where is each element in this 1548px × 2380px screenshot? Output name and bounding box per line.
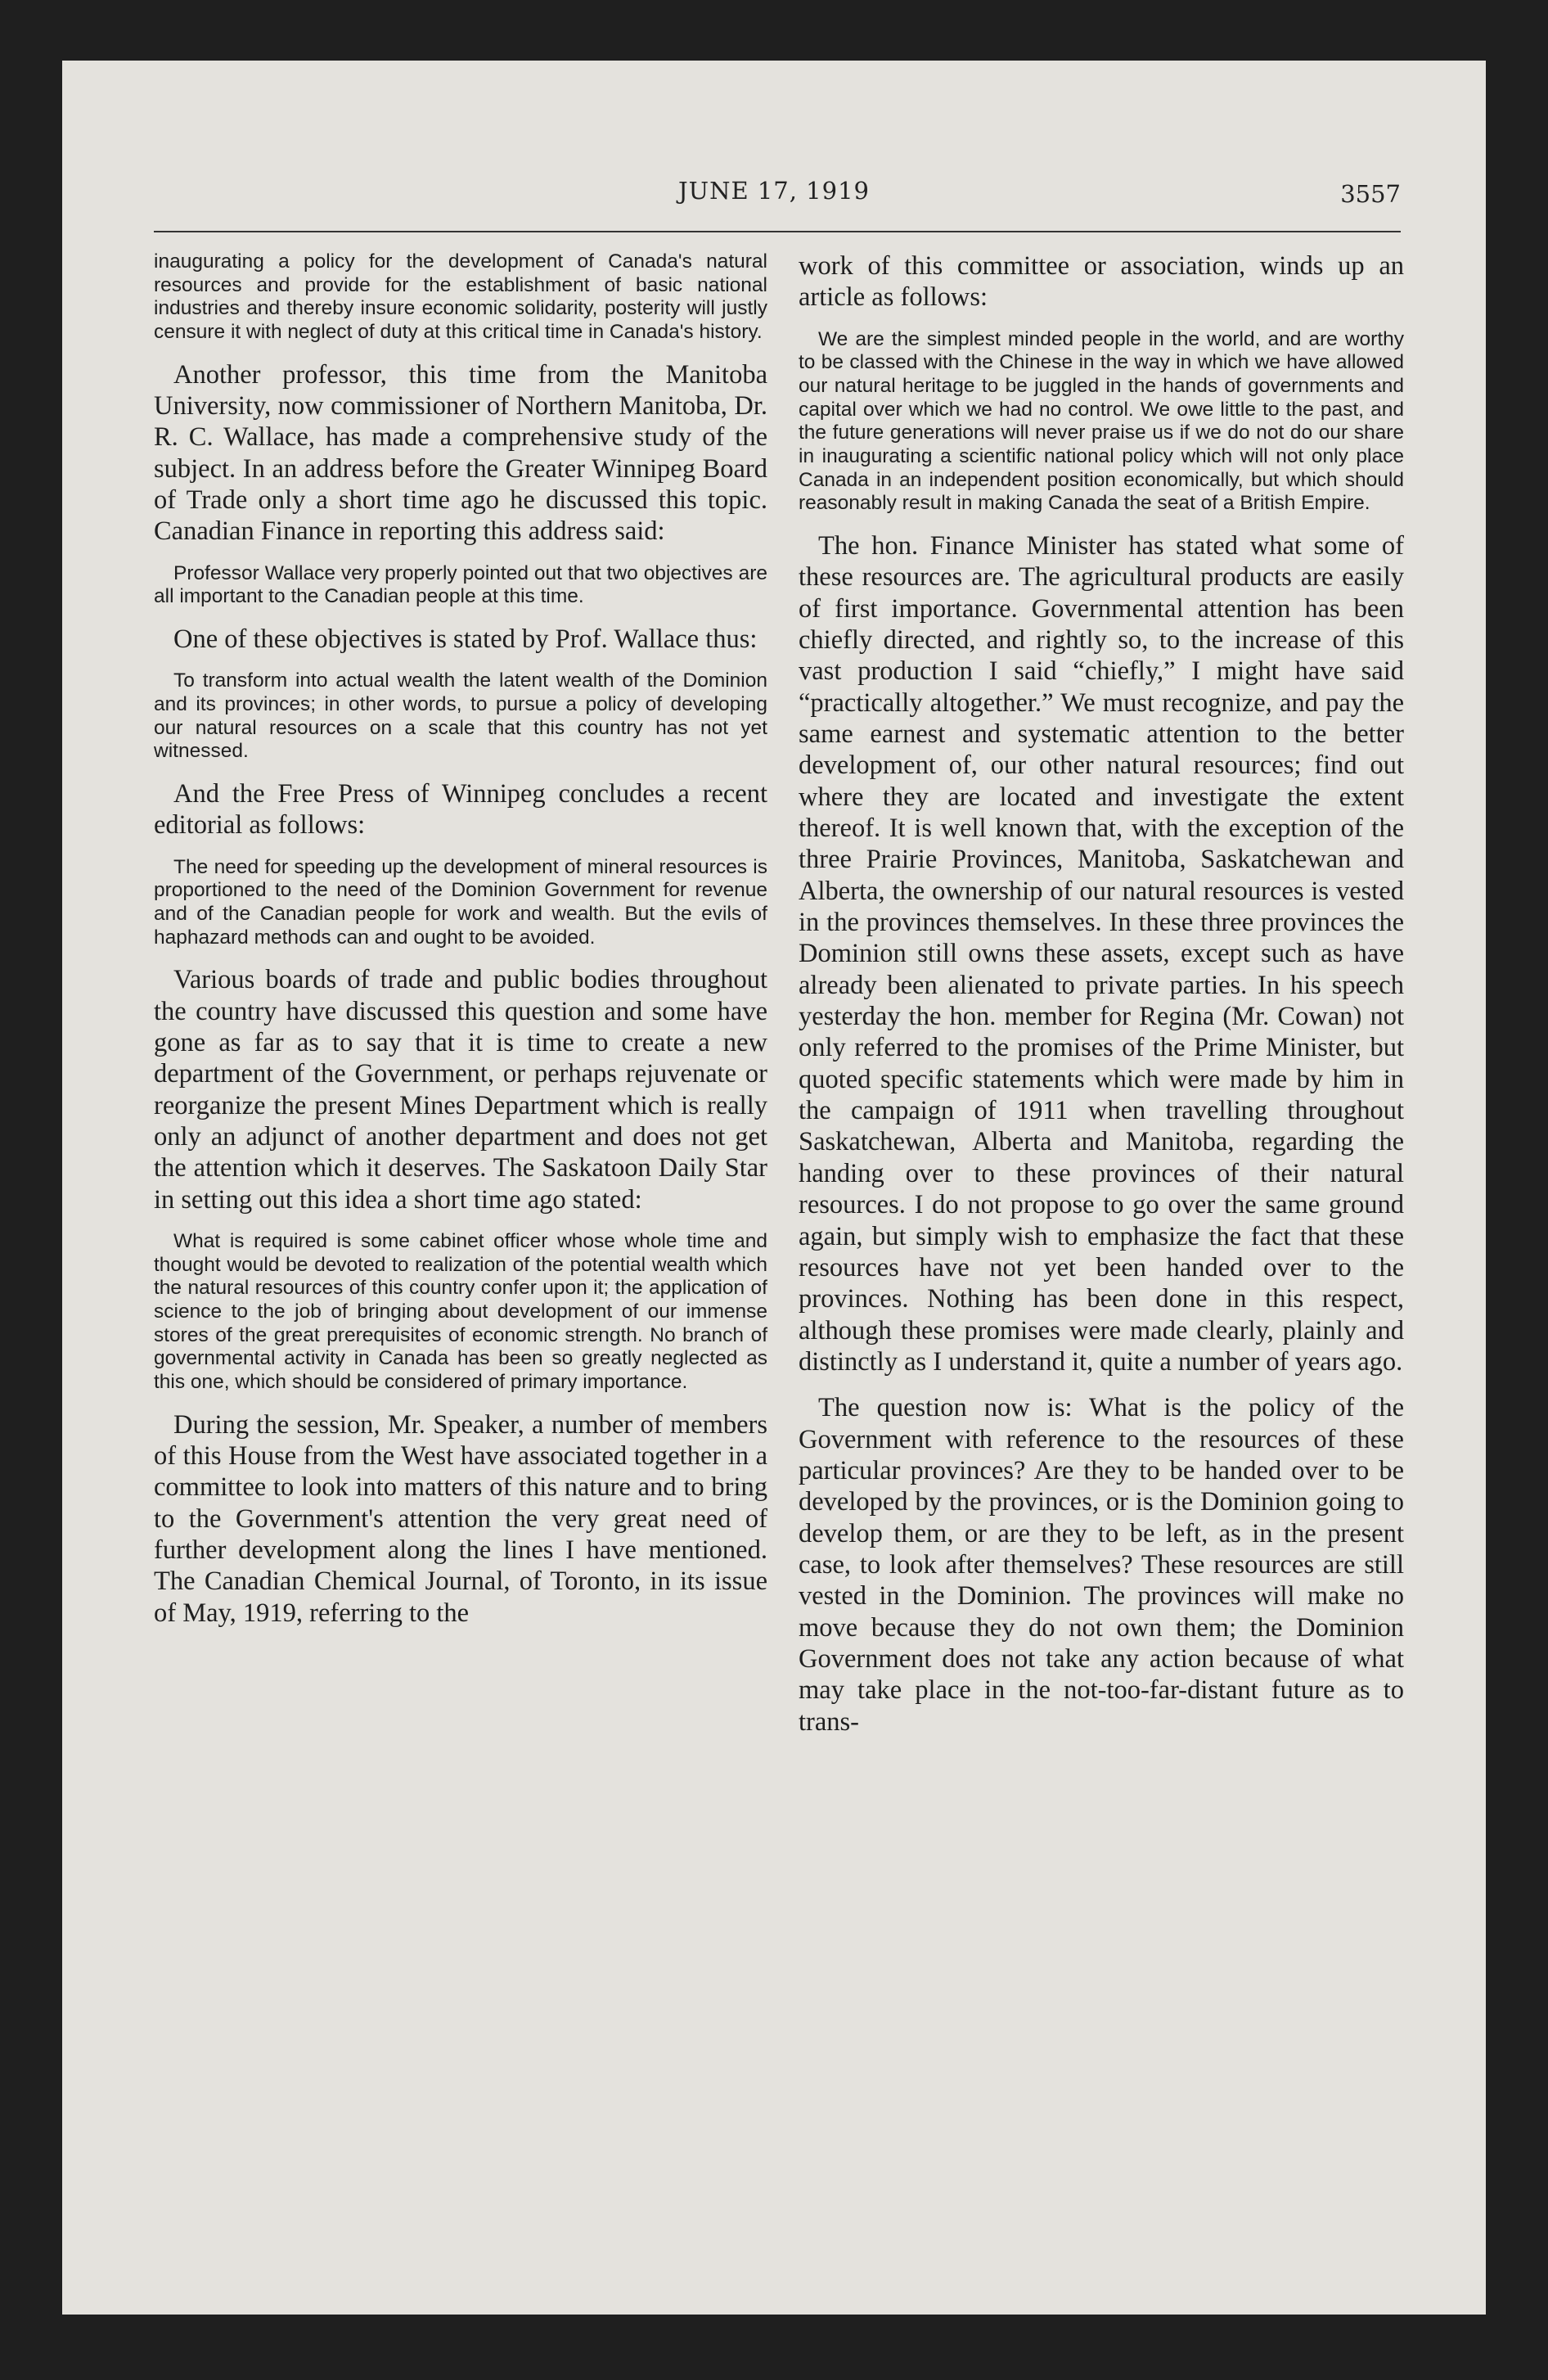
quote-paragraph: What is required is some cabinet officer whose whole time and thought would be devoted to realization of the potential wealth which the natural resources of this country confer upon it; the application of science to the job of bringing about development of our immense stores of the great prerequisites of economic strength. No branch of governmental activity in Canada has been so greatly neglected as this one, which should be considered of primary importance. (154, 1230, 767, 1393)
body-paragraph: work of this committee or association, winds up an article as follows: (799, 251, 1404, 313)
body-paragraph: The hon. Finance Minister has stated what some of these resources are. The agricultural products are easily of first importance. Governmental attention has been chiefly directed, and rightly so, to the increase of this vast production I said “chiefly,” I might have said “practically altogether.” We must recognize, and pay the same earnest and systematic attention to the better development of, our other natural resources; find out where they are located and investigate the extent thereof. It is well known that, with the exception of the three Prairie Provinces, Manitoba, Saskatchewan and Alberta, the ownership of our natural resources is vested in the provinces themselves. In these three provinces the Dominion still owns these assets, except such as have already been alienated to private parties. In his speech yesterday the hon. member for Regina (Mr. Cowan) not only referred to the promises of the Prime Minister, but quoted specific statements which were made by him in the campaign of 1911 when travelling throughout Saskatchewan, Alberta and Manitoba, regarding the handing over to these provinces of their natural resources. I do not propose to go over the same ground again, but simply wish to emphasize the fact that these resources have not yet been handed over to the provinces. Nothing has been done in this respect, although these promises were made clearly, plainly and distinctly as I understand it, quite a number of years ago. (799, 530, 1404, 1377)
right-column (799, 250, 1404, 1752)
body-paragraph: During the session, Mr. Speaker, a number of members of this House from the West have associated together in a committee to look into matters of this nature and to bring to the Government's attention the very great need of further development along the lines I have mentioned. The Canadian Chemical Journal, of Toronto, in its issue of May, 1919, referring to the (154, 1409, 767, 1628)
quote-paragraph: Professor Wallace very properly pointed out that two objectives are all important to the Canadian people at this time. (154, 561, 767, 608)
body-paragraph: One of these objectives is stated by Prof. Wallace thus: (173, 624, 758, 654)
header-rule (154, 231, 1401, 232)
quote-paragraph: The need for speeding up the development of mineral resources is proportioned to the need of the Dominion Government for revenue and of the Canadian people for work and wealth. But the evils of haphazard methods can and ought to be avoided. (154, 855, 767, 949)
body-paragraph: The question now is: What is the policy of the Government with reference to the resources of these particular provinces? Are they to be handed over to be developed by the provinces, or is the Dominion going to develop them, or are they to be left, as in the present case, to look after themselves? These resources are still vested in the Dominion. The provinces will make no move because they do not own them; the Dominion Government does not take any action because of what may take place in the not-too-far-distant future as to trans- (799, 1393, 1404, 1737)
page-date: JUNE 17, 1919 (678, 177, 870, 205)
body-paragraph: And the Free Press of Winnipeg concludes a recent editorial as follows: (154, 778, 767, 841)
left-column (154, 250, 767, 1643)
quote-paragraph: We are the simplest minded people in the world, and are worthy to be classed with the Chinese in the way in which we have allowed our natural heritage to be juggled in the hands of governments and capital over which we had no control. We owe little to the past, and the future generations will never praise us if we do not do our share in inaugurating a scientific national policy which will not only place Canada in an independent position economically, but which should reasonably result in making Canada the seat of a British Empire. (799, 327, 1404, 515)
body-paragraph: Another professor, this time from the Manitoba University, now commissioner of Northern Manitoba, Dr. R. C. Wallace, has made a comprehensive study of the subject. In an address before the Greater Winnipeg Board of Trade only a short time ago he discussed this topic. Canadian Finance in reporting this address said: (154, 359, 767, 547)
page-number: 3557 (1340, 180, 1401, 208)
body-paragraph: Various boards of trade and public bodies throughout the country have discussed this question and some have gone as far as to say that it is time to create a new department of the Government, or perhaps rejuvenate or reorganize the present Mines Department which is really only an adjunct of another department and does not get the attention which it deserves. The Saskatoon Daily Star in setting out this idea a short time ago stated: (154, 965, 767, 1215)
document-page (62, 61, 1486, 2315)
quote-paragraph: To transform into actual wealth the latent wealth of the Dominion and its provinces; in other words, to pursue a policy of developing our natural resources on a scale that this country has not yet witnessed. (154, 669, 767, 763)
quote-paragraph: inaugurating a policy for the development of Canada's natural resources and provide for the establishment of basic national industries and thereby insure economic solidarity, posterity will justly censure it with neglect of duty at this critical time in Canada's history. (154, 250, 767, 343)
